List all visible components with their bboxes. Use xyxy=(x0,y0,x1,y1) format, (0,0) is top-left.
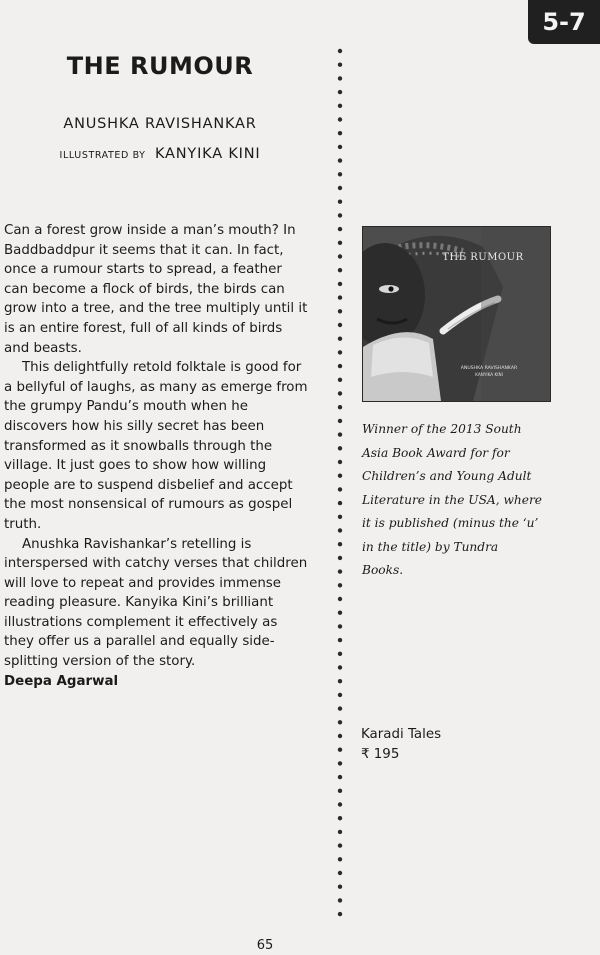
divider-dot xyxy=(338,597,342,601)
divider-dot xyxy=(338,871,342,875)
divider-dot xyxy=(338,337,342,341)
divider-dot xyxy=(338,268,342,272)
divider-dot xyxy=(338,76,342,80)
divider-dot xyxy=(338,323,342,327)
divider-dot xyxy=(338,638,342,642)
divider-dot xyxy=(338,309,342,313)
divider-dot xyxy=(338,843,342,847)
divider-dot xyxy=(338,90,342,94)
divider-dot xyxy=(338,816,342,820)
book-cover-image xyxy=(362,226,551,402)
divider-dot xyxy=(338,117,342,121)
divider-dot xyxy=(338,172,342,176)
divider-dot xyxy=(338,131,342,135)
divider-dot xyxy=(338,391,342,395)
divider-dot xyxy=(338,158,342,162)
divider-dot xyxy=(338,186,342,190)
illustrator-prefix: ILLUSTRATED BY xyxy=(59,150,146,161)
divider-dot xyxy=(338,104,342,108)
divider-dot xyxy=(338,802,342,806)
divider-dot xyxy=(338,405,342,409)
divider-dot xyxy=(338,241,342,245)
divider-dot xyxy=(338,789,342,793)
divider-dot xyxy=(338,830,342,834)
cover-title: THE RUMOUR xyxy=(442,252,524,263)
divider-dot xyxy=(338,775,342,779)
publisher-name: Karadi Tales xyxy=(361,727,442,742)
cover-author: ANUSHKA RAVISHANKAR xyxy=(460,366,518,371)
review-text xyxy=(4,221,310,691)
cover-illustrator: KANYIKA KINI xyxy=(475,372,503,377)
divider-dot xyxy=(338,857,342,861)
divider-dot xyxy=(338,282,342,286)
divider-dot xyxy=(338,254,342,258)
divider-dot xyxy=(338,474,342,478)
divider-dot xyxy=(338,460,342,464)
divider-dot xyxy=(338,63,342,67)
author-name: ANUSHKA RAVISHANKAR xyxy=(63,116,257,132)
divider-dot xyxy=(338,624,342,628)
divider-dot xyxy=(338,350,342,354)
divider-dot xyxy=(338,542,342,546)
divider-dot xyxy=(338,515,342,519)
divider-dot xyxy=(338,145,342,149)
divider-dot xyxy=(338,446,342,450)
divider-dot xyxy=(338,761,342,765)
divider-dot xyxy=(338,652,342,656)
divider-dot xyxy=(338,200,342,204)
divider-dot xyxy=(338,487,342,491)
reviewer-name: Deepa Agarwal xyxy=(4,673,119,689)
award-caption: Winner of the 2013 South Asia Book Award for for Children’s and Young Adult Literature in the USA, where it is published (minus the ‘u’ in the title) by Tundra Books. xyxy=(362,422,543,577)
divider-dot xyxy=(338,748,342,752)
divider-dot xyxy=(338,569,342,573)
review-paragraph-3: Anushka Ravishankar’s retelling is interspersed with catchy verses that children will love to repeat and provides immense reading pleasure. Kanyika Kini’s brilliant illustrations complement it effectively as they offer us a parallel and equally side-splitting version of the story. xyxy=(4,536,308,670)
divider-dot xyxy=(338,583,342,587)
divider-dot xyxy=(338,912,342,916)
divider-dot xyxy=(338,611,342,615)
divider-dot xyxy=(338,556,342,560)
divider-dot xyxy=(338,227,342,231)
divider-dot xyxy=(338,528,342,532)
page-number: 65 xyxy=(256,938,274,953)
divider-dot xyxy=(338,213,342,217)
divider-dot xyxy=(338,501,342,505)
divider-dot xyxy=(338,885,342,889)
book-title: THE RUMOUR xyxy=(66,52,254,80)
illustrator-name: KANYIKA KINI xyxy=(155,146,261,162)
divider-dot xyxy=(338,679,342,683)
divider-dot xyxy=(338,364,342,368)
divider-dot xyxy=(338,419,342,423)
publisher-info xyxy=(361,725,441,765)
divider-dot xyxy=(338,706,342,710)
divider-dot xyxy=(338,432,342,436)
divider-dot xyxy=(338,378,342,382)
divider-dot xyxy=(338,665,342,669)
illustrator-line xyxy=(0,146,320,162)
dotted-divider xyxy=(335,47,345,927)
review-paragraph-1: Can a forest grow inside a man’s mouth? In Baddbaddpur it seems that it can. In fact, once a rumour starts to spread, a feather can become a flock of birds, the birds can grow into a tree, and the tree multiply until it is an entire forest, full of all kinds of birds and beasts. xyxy=(4,223,308,356)
price: ₹ 195 xyxy=(361,747,400,762)
review-paragraph-2: This delightfully retold folktale is good for a bellyful of laughs, as many as emerge from the grumpy Pandu’s mouth when he discovers how his silly secret has been transformed as it snowballs through the village. It just goes to show how willing people are to suspend disbelief and accept the most nonsensical of rumours as gospel truth. xyxy=(4,360,308,532)
divider-dot xyxy=(338,295,342,299)
divider-dot xyxy=(338,720,342,724)
divider-dot xyxy=(338,693,342,697)
cover-illustration xyxy=(363,227,550,401)
divider-dot xyxy=(338,734,342,738)
divider-dot xyxy=(338,898,342,902)
age-group-tab: 5-7 xyxy=(528,0,600,44)
dotted-divider-dots xyxy=(335,47,345,927)
divider-dot xyxy=(338,49,342,53)
